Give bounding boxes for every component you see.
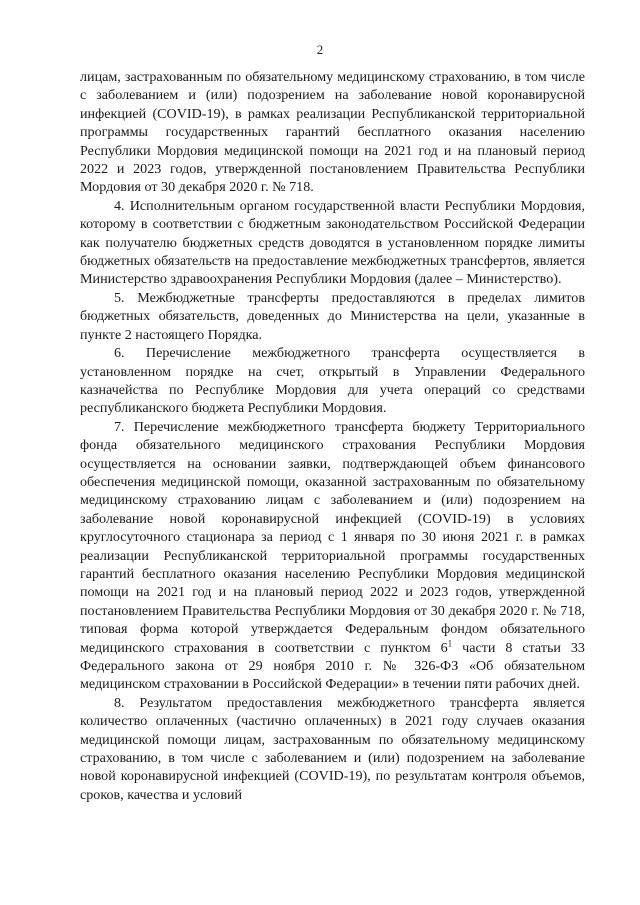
document-body — [80, 68, 585, 804]
page-number: 2 — [316, 42, 324, 57]
paragraph-7-text-after-superscript: части 8 статьи 33 Федерального закона от 29 ноября 2010 г. № 326-ФЗ «Об обязательном медицинском страховании в Российской Федерации» в течении пяти рабочих дней. — [80, 639, 585, 693]
paragraph-4: 4. Исполнительным органом государственной власти Республики Мордовия, которому в соответствии с бюджетным законодательством Российской Федерации как получателю бюджетных средств доводятся в установленном порядке лимиты бюджетных обязательств на предоставление межбюджетных трансфертов, является Министерство здравоохранения Республики Мордовия (далее – Министерство). — [80, 197, 585, 288]
paragraph-6: 6. Перечисление межбюджетного трансферта осуществляется в установленном порядке на счет, открытый в Управлении Федерального казначейства по Республике Мордовия для учета операций со средствами республиканского бюджета Республики Мордовия. — [80, 345, 585, 417]
paragraph-5: 5. Межбюджетные трансферты предоставляются в пределах лимитов бюджетных обязательств, доведенных до Министерства на цели, указанные в пункте 2 настоящего Порядка. — [80, 289, 585, 343]
paragraph-8: 8. Результатом предоставления межбюджетного трансферта является количество оплаченных (частично оплаченных) в 2021 году случаев оказания медицинской помощи лицам, застрахованным по обязательному медицинскому страхованию, в том числе с заболеванием и (или) подозрением на заболевание новой коронавирусной инфекцией (COVID-19), по результатам контроля объемов, сроков, качества и условий — [80, 694, 585, 803]
superscript-marker: 1 — [447, 637, 453, 648]
paragraph-continuation: лицам, застрахованным по обязательному медицинскому страхованию, в том числе с заболеванием и (или) подозрением на заболевание новой коронавирусной инфекцией (COVID-19), в рамках реализации Республиканской территориальной программы государственных гарантий бесплатного оказания населению Республики Мордовия медицинской помощи на 2021 год и на плановый период 2022 и 2023 годов, утвержденной постановлением Правительства Республики Мордовия от 30 декабря 2020 г. № 718. — [80, 69, 585, 196]
paragraph-7-text-before-superscript: 7. Перечисление межбюджетного трансферта бюджету Территориального фонда обязательного медицинского страхования Республики Мордовия осуществляется на основании заявки, подтверждающей объем финансового обеспечения медицинской помощи, оказанной застрахованным по обязательному медицинскому страхованию лицам с заболеванием и (или) подозрением на заболевание новой коронавирусной инфекцией (COVID-19) в условиях круглосуточного стационара за период с 1 января по 30 июня 2021 г. в рамках реализации Республиканской территориальной программы государственных гарантий бесплатного оказания населению Республики Мордовия медицинской помощи на 2021 год и на плановый период 2022 и 2023 годов, утвержденной постановлением Правительства Республики Мордовия от 30 декабря 2020 г. № 718, типовая форма которой утверждается Федеральным фондом обязательного медицинского страхования в соответствии с пунктом 6 — [80, 418, 585, 656]
paragraph-7 — [80, 418, 585, 694]
